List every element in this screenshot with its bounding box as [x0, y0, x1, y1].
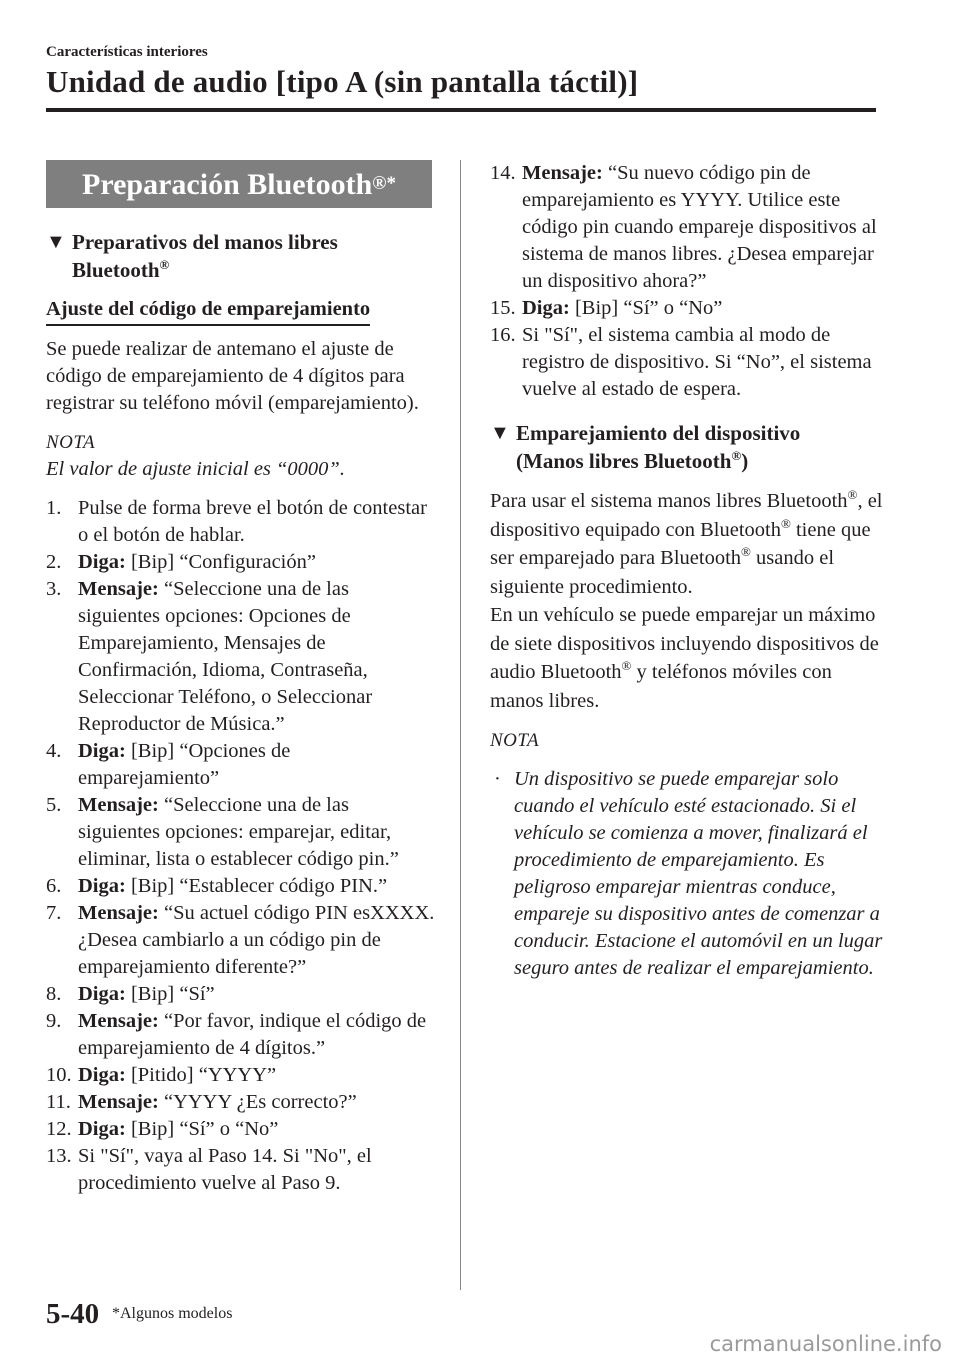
step-text — [78, 900, 436, 981]
step-number: 3. — [46, 578, 62, 600]
step-text — [78, 1008, 436, 1062]
step-keyword: Diga: — [522, 297, 570, 319]
triangle-down-icon: ▼ — [490, 422, 510, 444]
subheading-line1: Emparejamiento del dispositivo — [516, 421, 801, 445]
right-column — [490, 160, 890, 982]
column-divider — [460, 160, 461, 1290]
step-number: 9. — [46, 1010, 62, 1032]
triangle-down-icon: ▼ — [46, 231, 66, 253]
step-text — [78, 1062, 436, 1089]
section-banner: Preparación Bluetooth ®* — [46, 160, 432, 208]
step-number: 4. — [46, 740, 62, 762]
step-text — [522, 295, 890, 322]
para1-b: , el dispositivo equipado con Bluetooth — [490, 490, 883, 541]
step-keyword: Diga: — [78, 1118, 126, 1140]
step-text — [78, 549, 436, 576]
header-rule — [46, 108, 876, 112]
step-body: “YYYY ¿Es correcto?” — [158, 1091, 357, 1113]
banner-text: Preparación Bluetooth — [82, 167, 373, 201]
step-number: 6. — [46, 875, 62, 897]
subheading-line2b: ) — [741, 449, 749, 473]
bullet-dot-icon: · — [494, 768, 501, 790]
step-text — [78, 1143, 436, 1197]
footer-note: *Algunos modelos — [112, 1305, 233, 1322]
subheading-text — [516, 419, 800, 475]
step-body: [Bip] “Establecer código PIN.” — [125, 875, 388, 897]
step-number: 15. — [490, 297, 516, 319]
step-body: [Bip] “Sí” o “No” — [569, 297, 723, 319]
step-number: 7. — [46, 902, 62, 924]
watermark: carmanualsonline.info — [709, 1332, 942, 1356]
step-item — [46, 495, 436, 549]
step-body: Si "Sí", vaya al Paso 14. Si "No", el procedimiento vuelve al Paso 9. — [78, 1145, 372, 1194]
step-keyword: Mensaje: — [78, 1091, 159, 1113]
step-keyword: Diga: — [78, 740, 126, 762]
max-devices-paragraph — [490, 601, 890, 715]
step-item — [490, 160, 890, 295]
steps-list — [46, 495, 436, 1197]
step-item — [46, 792, 436, 873]
step-item — [46, 738, 436, 792]
para1-c: tiene que ser emparejado para Bluetooth — [490, 518, 871, 569]
step-body: Pulse de forma breve el botón de contestar o el botón de hablar. — [78, 497, 427, 546]
step-number: 14. — [490, 162, 516, 184]
intro-paragraph: Se puede realizar de antemano el ajuste de código de emparejamiento de 4 dígitos para registrar su teléfono móvil (emparejamiento). — [46, 338, 419, 414]
reg-mark: ® — [847, 487, 858, 503]
step-body: Si "Sí", el sistema cambia al modo de registro de dispositivo. Si “No”, el sistema vuelve al estado de espera. — [522, 324, 872, 400]
step-keyword: Mensaje: — [78, 794, 159, 816]
step-item — [46, 1008, 436, 1062]
steps-list-continued — [490, 160, 890, 403]
reg-mark: ® — [741, 544, 751, 560]
step-body: [Bip] “Sí” o “No” — [125, 1118, 279, 1140]
step-item — [46, 1143, 436, 1197]
step-number: 2. — [46, 551, 62, 573]
step-text — [78, 792, 436, 873]
subheading-line1: Preparativos del manos libres — [72, 230, 338, 254]
note-text: El valor de ajuste inicial es “0000”. — [46, 458, 345, 480]
step-text — [522, 322, 890, 403]
step-keyword: Diga: — [78, 875, 126, 897]
step-text — [78, 981, 436, 1008]
note-label: NOTA — [490, 730, 540, 751]
step-body: “Su actuel código PIN esXXXX. ¿Desea cambiarlo a un código pin de emparejamiento diferente?” — [78, 902, 435, 978]
subheading-sup: ® — [731, 448, 742, 463]
reg-mark: ® — [780, 515, 791, 531]
step-body: “Seleccione una de las siguientes opciones: emparejar, editar, eliminar, lista o establecer código pin.” — [78, 794, 399, 870]
step-text — [522, 160, 890, 295]
step-body: “Seleccione una de las siguientes opciones: Opciones de Emparejamiento, Mensajes de Confirmación, Idioma, Contraseña, Seleccionar Teléfono, o Seleccionar Reproductor de Música.” — [78, 578, 373, 735]
step-text — [78, 873, 436, 900]
step-number: 13. — [46, 1145, 72, 1167]
para2-b: y teléfonos móviles con manos libres. — [490, 661, 832, 712]
step-keyword: Mensaje: — [522, 162, 603, 184]
step-text — [78, 738, 436, 792]
step-body: “Por favor, indique el código de emparejamiento de 4 dígitos.” — [78, 1010, 427, 1059]
step-body: [Pitido] “YYYY” — [125, 1064, 277, 1086]
step-item — [46, 1089, 436, 1116]
step-item — [46, 900, 436, 981]
left-column — [46, 160, 436, 1197]
note-bullet — [490, 766, 890, 982]
subheading-device-pairing — [490, 419, 890, 475]
step-item — [46, 576, 436, 738]
para1-a: Para usar el sistema manos libres Bluetooth — [490, 490, 848, 512]
step-number: 5. — [46, 794, 62, 816]
step-body: [Bip] “Configuración” — [125, 551, 316, 573]
page-number: 5-40 — [46, 1298, 100, 1330]
step-text — [78, 1116, 436, 1143]
step-text — [78, 495, 436, 549]
step-body: [Bip] “Sí” — [125, 983, 215, 1005]
para1-d: usando el siguiente procedimiento. — [490, 547, 835, 598]
step-keyword: Mensaje: — [78, 1010, 159, 1032]
reg-mark: ® — [621, 658, 632, 674]
step-number: 10. — [46, 1064, 72, 1086]
step-item — [46, 549, 436, 576]
para2-a: En un vehículo se puede emparejar un máximo de siete dispositivos incluyendo dispositivos de audio Bluetooth — [490, 604, 879, 683]
step-item — [46, 873, 436, 900]
pairing-paragraph — [490, 487, 890, 601]
step-item — [46, 981, 436, 1008]
step-text — [78, 576, 436, 738]
step-item — [46, 1116, 436, 1143]
step-number: 8. — [46, 983, 62, 1005]
step-number: 12. — [46, 1118, 72, 1140]
step-keyword: Mensaje: — [78, 902, 159, 924]
step-keyword: Diga: — [78, 983, 126, 1005]
subheading-text — [72, 228, 338, 284]
step-number: 11. — [46, 1091, 71, 1113]
step-body: [Bip] “Opciones de emparejamiento” — [78, 740, 291, 789]
step-number: 16. — [490, 324, 516, 346]
step-number: 1. — [46, 497, 62, 519]
note-label: NOTA — [46, 432, 96, 453]
step-item — [490, 322, 890, 403]
subheading-handsfree-prep — [46, 228, 436, 284]
step-body: “Su nuevo código pin de emparejamiento es YYYY. Utilice este código pin cuando empareje dispositivos al sistema de manos libres. ¿Desea emparejar un dispositivo ahora?” — [522, 162, 877, 292]
step-item — [46, 1062, 436, 1089]
subheading-sup: ® — [159, 257, 170, 272]
step-keyword: Diga: — [78, 551, 126, 573]
underlined-heading: Ajuste del código de emparejamiento — [46, 296, 370, 326]
subheading-line2: Bluetooth — [72, 258, 160, 282]
section-label: Características interiores — [46, 44, 208, 60]
step-keyword: Mensaje: — [78, 578, 159, 600]
step-keyword: Diga: — [78, 1064, 126, 1086]
note-bullet-text: Un dispositivo se puede emparejar solo cuando el vehículo esté estacionado. Si el vehículo se comienza a mover, finalizará el procedimiento de emparejamiento. Es peligroso emparejar mientras conduce, empareje su dispositivo antes de comenzar a conducir. Estacione el automóvil en un lugar seguro antes de realizar el emparejamiento. — [514, 768, 883, 979]
step-item — [490, 295, 890, 322]
page-title: Unidad de audio [tipo A (sin pantalla táctil)] — [46, 64, 639, 99]
subheading-line2a: (Manos libres Bluetooth — [516, 449, 732, 473]
step-text — [78, 1089, 436, 1116]
